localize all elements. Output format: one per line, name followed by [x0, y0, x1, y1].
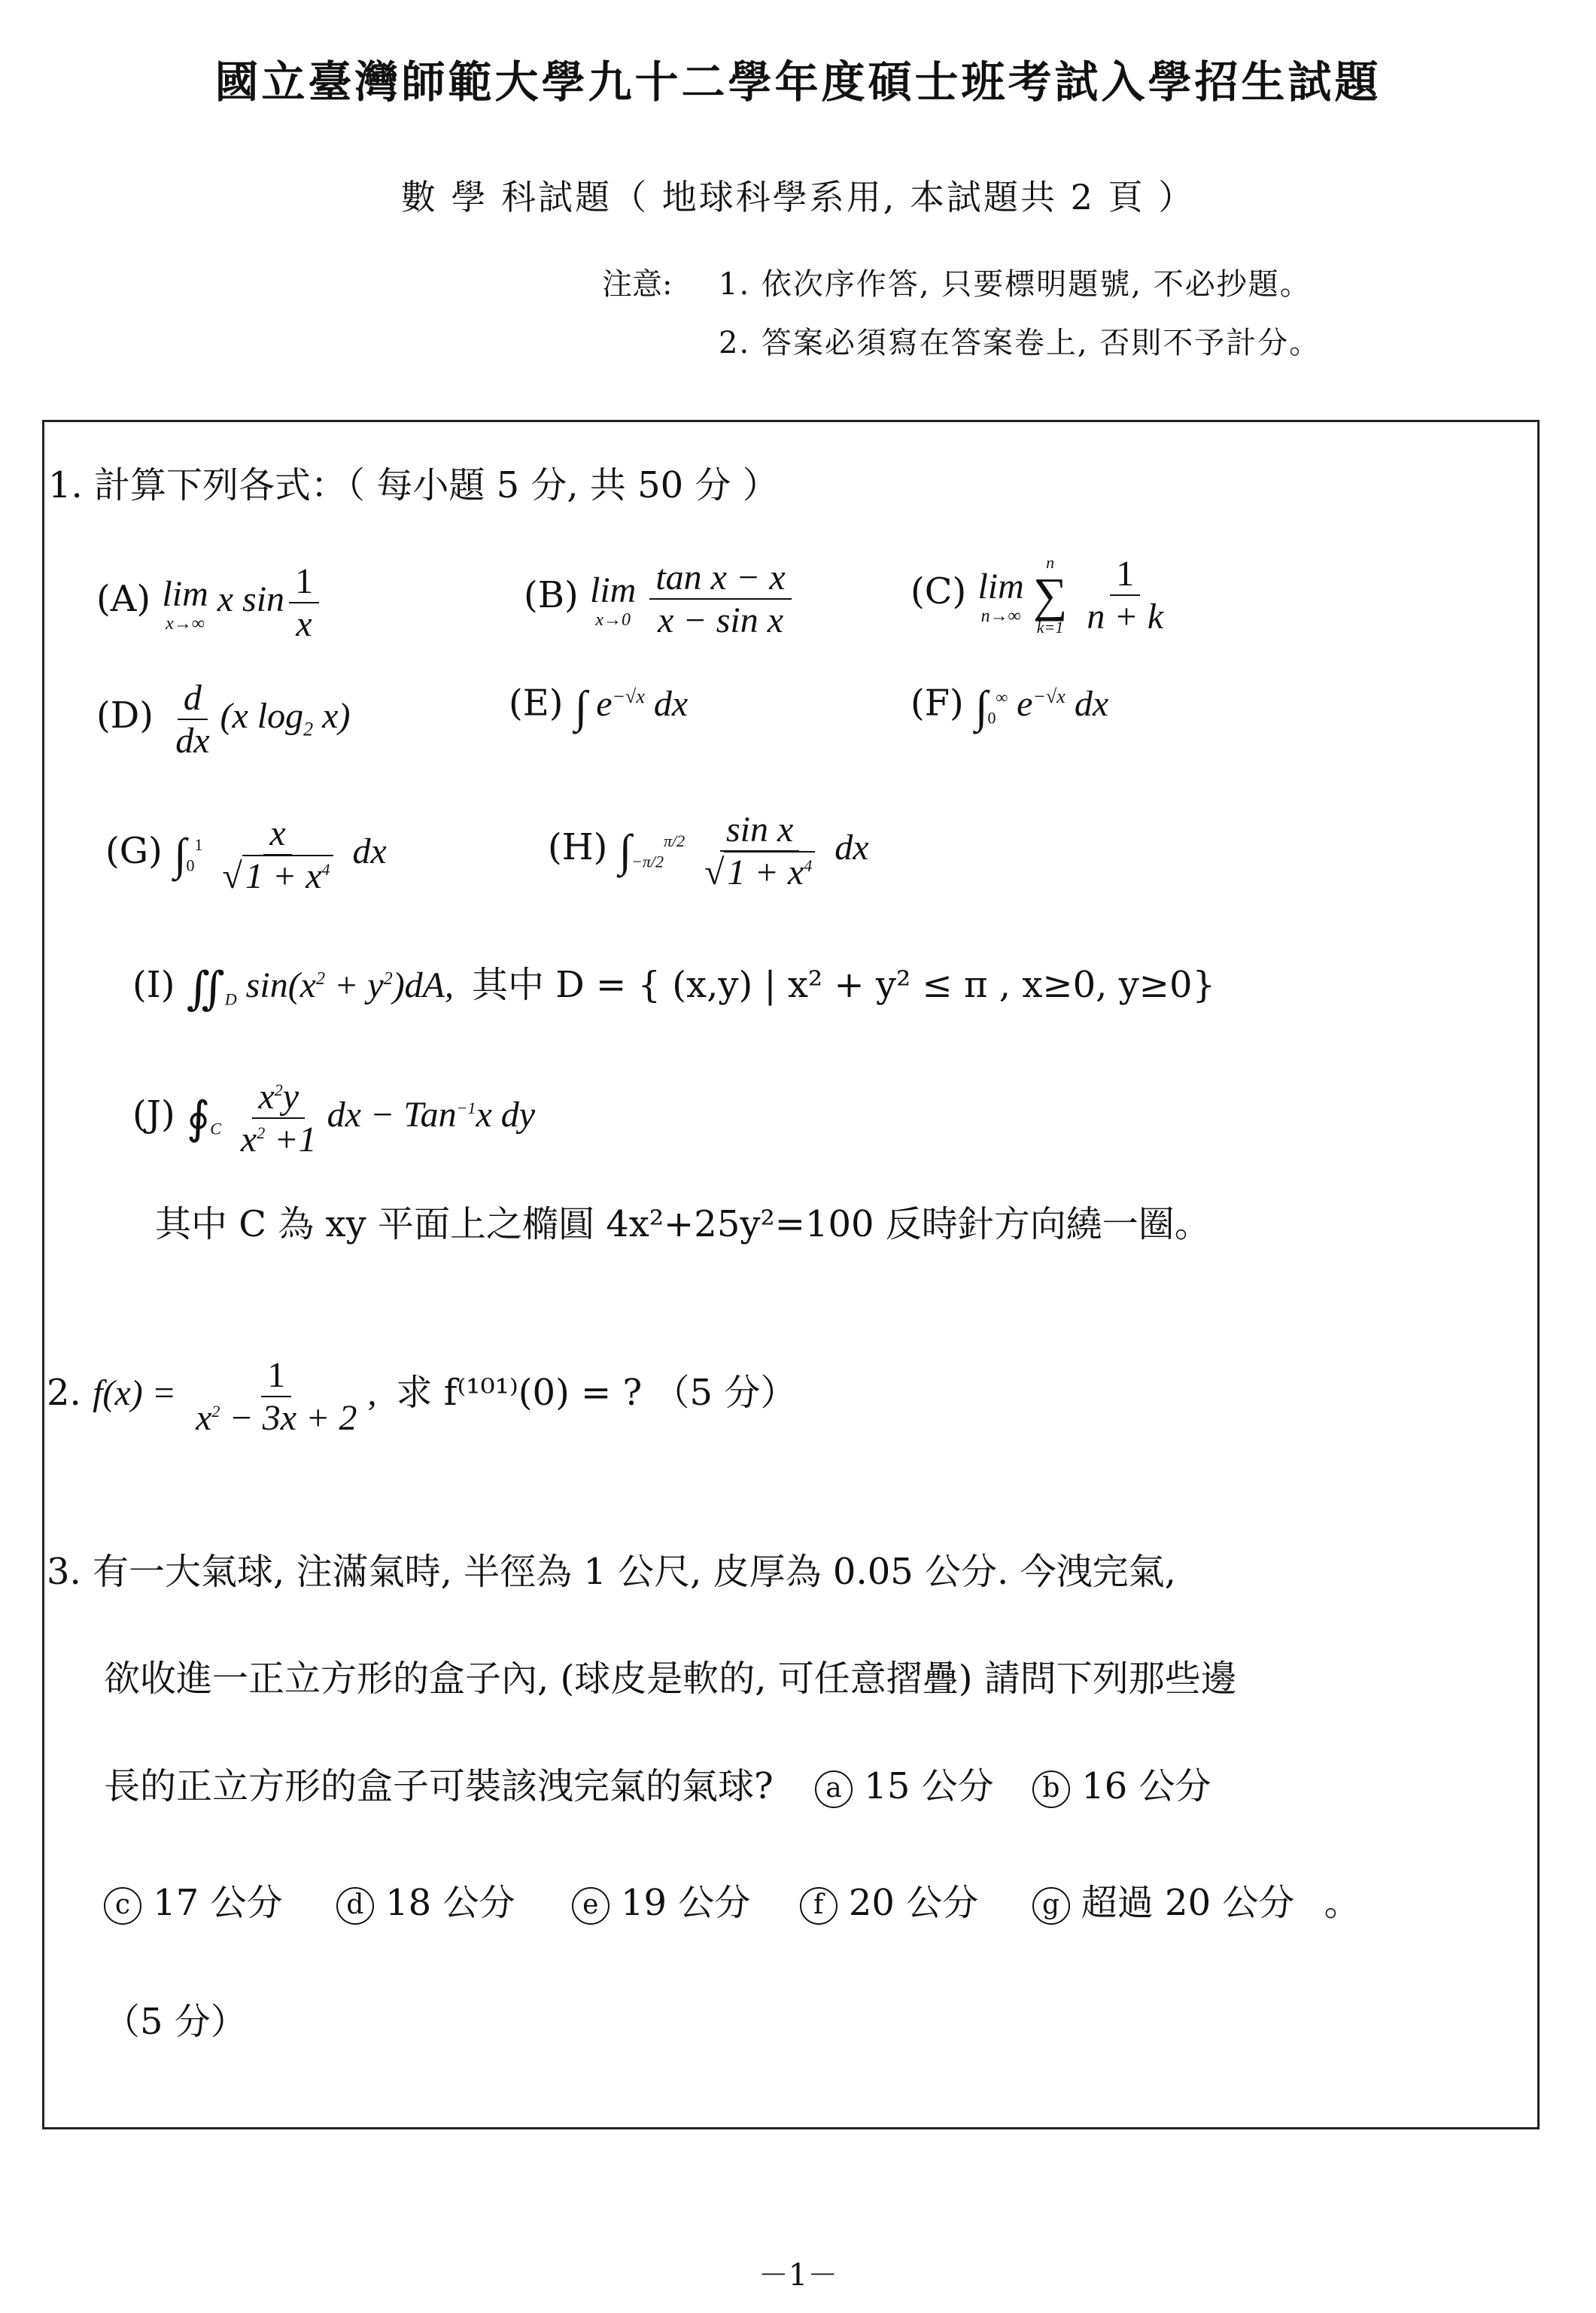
- q3-line-2: 欲收進一正立方形的盒子內, (球皮是軟的, 可任意摺疊) 請問下列那些邊: [104, 1658, 1237, 1700]
- q3-line-1: 3. 有一大氣球, 注滿氣時, 半徑為 1 公尺, 皮厚為 0.05 公分. 今洩完氣,: [47, 1551, 1176, 1593]
- q1-d-label: (D): [96, 695, 154, 737]
- option-d-mark: d: [336, 1887, 374, 1925]
- q3-line-3: [104, 1757, 1211, 1809]
- q1-a-expr: lim x→∞ x sin $\frac{1}{x}$: [162, 579, 324, 619]
- q3-option-a: a 15 公分: [815, 1765, 1005, 1807]
- note-label: 注意:: [602, 267, 673, 302]
- q3-option-g: g 超過 20 公分: [1032, 1882, 1306, 1924]
- q1-a-label: (A): [96, 578, 151, 621]
- option-f-mark: f: [800, 1887, 838, 1925]
- q1-c-label: (C): [910, 570, 967, 613]
- q1-e-expr: ∫ $e^{-√x}$ dx: [574, 682, 689, 731]
- q3-option-b: b 16 公分: [1032, 1765, 1211, 1807]
- q3-option-e: e 19 公分: [572, 1882, 762, 1924]
- q2: [47, 1354, 796, 1439]
- q1-h-expr: $\int_{-\pi/2}^{\pi/2}$ $\frac{\text{sin x}}{√1 + x^4}$ dx: [619, 810, 869, 893]
- exam-title: 國立臺灣師範大學九十二學年度碩士班考試入學招生試題: [214, 56, 1382, 108]
- q3-options-row: [104, 1874, 1360, 1925]
- q1-i-expr: $∬_D$ $\sin(x^2 + y^2)dA$,: [186, 963, 463, 1014]
- option-b-mark: b: [1032, 1770, 1070, 1808]
- q1-e-label: (E): [509, 682, 564, 725]
- exam-subject: 數 學 科試題（ 地球科學系用, 本試題共 2 頁 ）: [400, 177, 1196, 217]
- q1-b-expr: lim x→0 $\frac{\text{tan x − x}}{\text{x − sin x}}$: [590, 576, 796, 615]
- option-g-mark: g: [1032, 1887, 1070, 1925]
- q2-text: 求 f⁽¹⁰¹⁾(0) = ? （5 分）: [396, 1372, 797, 1415]
- q1-j-label: (J): [132, 1093, 175, 1136]
- q2-expr: f(x) = $\frac{1}{x^2 - 3x + 2}$ ,: [93, 1355, 386, 1439]
- q3-option-d: d 18 公分: [336, 1882, 527, 1924]
- q1-d-expr: $\frac{d}{dx}$ (x $\log_2 x$): [175, 678, 351, 761]
- q3-end-mark: 。: [1324, 1882, 1360, 1924]
- page-number: －1－: [758, 2258, 838, 2293]
- note-item-1: 1. 依次序作答, 只要標明題號, 不必抄題。: [719, 267, 1312, 302]
- q3-option-f: f 20 公分: [800, 1882, 990, 1924]
- q1-i-domain: 其中 D = { (x,y) | x² + y² ≤ π , x≥0, y≥0}: [472, 964, 1216, 1006]
- option-c-mark: c: [104, 1887, 141, 1925]
- q1-f-label: (F): [910, 682, 964, 725]
- q3-line-3-text: 長的正立方形的盒子可裝該洩完氣的氣球?: [104, 1765, 774, 1807]
- option-a-mark: a: [815, 1770, 853, 1808]
- note-item-2: 2. 答案必須寫在答案卷上, 否則不予計分。: [719, 326, 1321, 360]
- q1-a: [96, 561, 324, 645]
- q1-b: [524, 557, 796, 641]
- q1-f: [910, 681, 1108, 733]
- q1-e: [509, 681, 688, 733]
- q3-score: （5 分）: [104, 2001, 247, 2043]
- q1-g: [105, 813, 387, 897]
- q1-f-expr: $\int_0^\infty$ $e^{-√x}$ dx: [975, 682, 1109, 731]
- q1-c-expr: lim n→∞ n ∑ k=1 $\frac{1}{n + k}$: [977, 553, 1164, 637]
- q1-g-expr: $\int_0^1$ $\frac{x}{√1 + x^4}$ dx: [174, 813, 387, 897]
- q1-d: [96, 677, 350, 761]
- q1-h: [548, 809, 869, 893]
- q1-i: [132, 956, 1215, 1015]
- q1-h-label: (H): [548, 826, 608, 869]
- q1-j: [132, 1076, 535, 1160]
- q1-heading: 1. 計算下列各式：（ 每小題 5 分, 共 50 分 ）: [48, 464, 779, 506]
- q2-label: 2.: [47, 1372, 81, 1415]
- q1-b-label: (B): [524, 574, 579, 617]
- q1-g-label: (G): [105, 830, 163, 873]
- q1-c: [910, 553, 1174, 637]
- q1-j-expr: $∮_C$ $\frac{x^2y}{x^2 +1}$ dx − Tan$^{-1}$x dy: [186, 1077, 536, 1160]
- q1-i-label: (I): [132, 964, 175, 1006]
- q3-option-c: c 17 公分: [104, 1882, 294, 1924]
- q1-j-note: 其中 C 為 xy 平面上之橢圓 4x²+25y²=100 反時針方向繞一圈。: [155, 1203, 1211, 1245]
- option-e-mark: e: [572, 1887, 610, 1925]
